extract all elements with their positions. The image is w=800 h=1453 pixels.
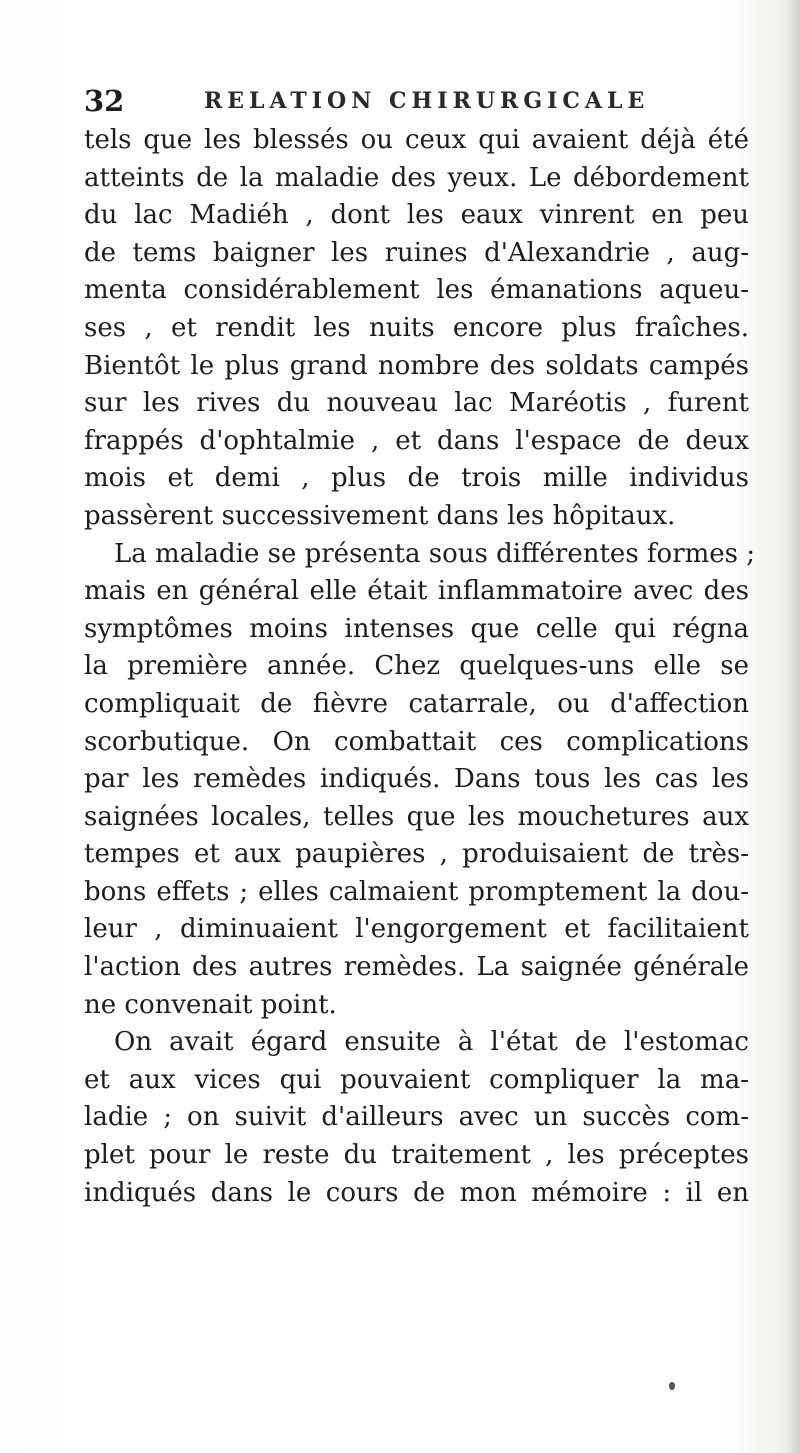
text-line: saignées locales, telles que les mouchetures aux xyxy=(84,801,749,832)
text-line: ne convenait point. xyxy=(84,989,337,1020)
paragraph-start-line: On avait égard ensuite à l'état de l'estomac xyxy=(114,1027,749,1058)
text-line: frappés d'ophtalmie , et dans l'espace de deux xyxy=(84,425,749,456)
text-line: sur les rives du nouveau lac Maréotis , furent xyxy=(84,388,749,419)
text-line: atteints de la maladie des yeux. Le débordement xyxy=(84,162,749,193)
text-line: plet pour le reste du traitement , les préceptes xyxy=(84,1140,749,1171)
text-line: mois et demi , plus de trois mille individus xyxy=(84,463,749,494)
text-line: Bientôt le plus grand nombre des soldats campés xyxy=(84,350,749,381)
text-line: mais en général elle était inflammatoire avec des xyxy=(84,576,749,607)
page-edge-shadow xyxy=(786,0,800,1453)
text-line: l'action des autres remèdes. La saignée générale xyxy=(84,952,749,983)
text-line: la première année. Chez quelques-uns elle se xyxy=(84,651,749,682)
text-line: et aux vices qui pouvaient compliquer la ma- xyxy=(84,1064,749,1095)
paragraph-start-line: La maladie se présenta sous différentes formes ; xyxy=(114,538,756,569)
body-text xyxy=(84,122,756,1212)
text-line: passèrent successivement dans les hôpitaux. xyxy=(84,500,676,531)
text-line: de tems baigner les ruines d'Alexandrie , aug- xyxy=(84,237,749,268)
text-line: leur , diminuaient l'engorgement et facilitaient xyxy=(84,914,749,945)
text-line: ses , et rendit les nuits encore plus fraîches. xyxy=(84,312,749,343)
text-line: tempes et aux paupières , produisaient de très- xyxy=(84,839,749,870)
text-line: symptômes moins intenses que celle qui régna xyxy=(84,613,749,644)
page-number: 32 xyxy=(84,84,125,118)
text-line: scorbutique. On combattait ces complications xyxy=(84,726,749,757)
text-line: du lac Madiéh , dont les eaux vinrent en peu xyxy=(84,200,749,231)
text-line: ladie ; on suivit d'ailleurs avec un succès com- xyxy=(84,1102,749,1133)
ink-spot xyxy=(669,1382,675,1390)
text-line: indiqués dans le cours de mon mémoire : il en xyxy=(84,1177,749,1208)
text-line: menta considérablement les émanations aqueu- xyxy=(84,275,749,306)
text-line: par les remèdes indiqués. Dans tous les cas les xyxy=(84,764,749,795)
running-head: RELATION CHIRURGICALE xyxy=(204,88,650,114)
text-line: compliquait de fièvre catarrale, ou d'affection xyxy=(84,688,749,719)
text-line: tels que les blessés ou ceux qui avaient déjà été xyxy=(84,125,749,155)
page-header xyxy=(84,80,744,122)
text-line: bons effets ; elles calmaient promptement la dou- xyxy=(84,876,749,907)
